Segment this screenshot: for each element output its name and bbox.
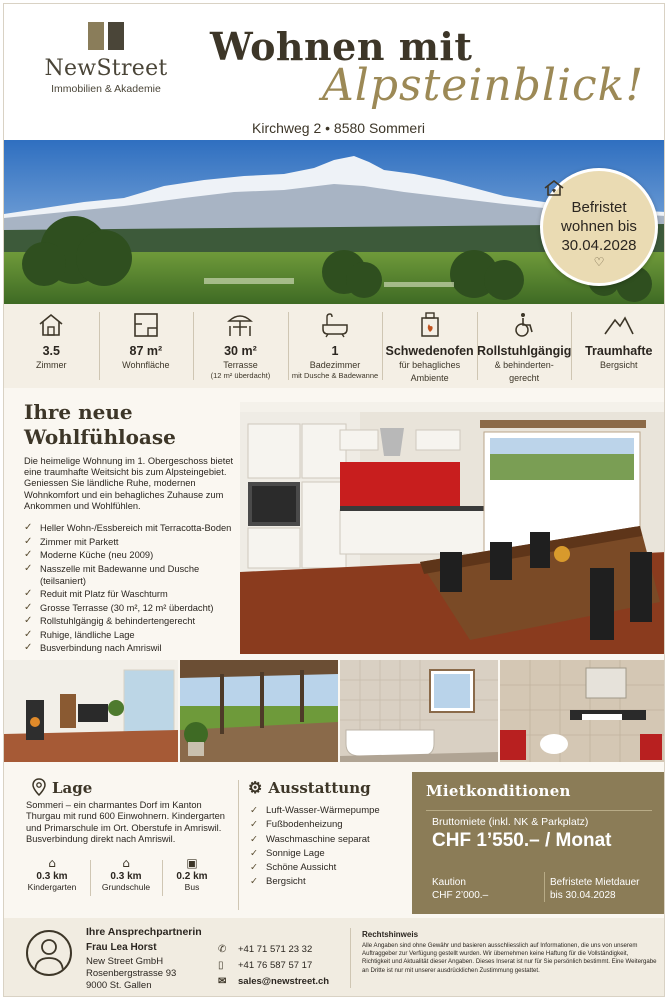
list-item: [24, 615, 244, 627]
distance-value: 0.3 km: [36, 871, 68, 882]
school-icon: ⌂: [122, 856, 130, 870]
feature-label: & behinderten-: [494, 360, 554, 370]
feature-sub: Ambiente: [410, 373, 449, 383]
phone-office[interactable]: [218, 944, 312, 955]
badge-line3: 30.04.2028: [561, 237, 637, 254]
person-icon: [28, 932, 70, 974]
feature-value: 1: [331, 344, 339, 358]
feature-label: Wohnfläche: [122, 360, 170, 370]
list-item-text: Heller Wohn-/Essbereich mit Terracotta-Boden: [40, 523, 232, 533]
check-icon: ✓: [250, 847, 258, 859]
list-item: [250, 804, 380, 818]
lage-description: Sommeri – ein charmantes Dorf im Kanton Thurgau mit rund 600 Einwohnern. Kindergarten und Primarschule im Ort. Oberstufe in Amriswil. Busverbindung direkt nach Amriswil.: [26, 800, 225, 844]
list-item-text: Waschmaschine separat: [266, 833, 370, 845]
property-address: Kirchweg 2 • 8580 Sommeri: [252, 120, 425, 136]
list-item: [250, 833, 380, 847]
list-item: [24, 642, 244, 654]
deposit-value: CHF 2’000.–: [432, 890, 489, 901]
lage-heading: [32, 778, 92, 797]
header: [4, 4, 665, 142]
list-item-text: Luft-Wasser-Wärmepumpe: [266, 805, 380, 816]
hero-mountain-photo: [4, 140, 665, 304]
phone-office-number[interactable]: +41 71 571 23 32: [238, 944, 313, 955]
kitchen-dining-image: [240, 402, 665, 654]
mountain-icon: [571, 312, 665, 340]
lage-title: Lage: [52, 779, 93, 797]
check-icon: ✓: [250, 805, 258, 816]
photo-gallery: [4, 656, 665, 764]
feature-terrace: [193, 304, 288, 388]
list-item-text: Moderne Küche (neu 2009): [40, 550, 154, 560]
list-item: [24, 536, 244, 548]
list-item: [24, 629, 244, 641]
divider: [544, 872, 545, 902]
list-item: [24, 602, 244, 614]
ausstattung-heading: [248, 778, 371, 797]
bus-icon: ▣: [186, 856, 198, 870]
check-icon: ✓: [250, 862, 258, 874]
feature-accessibility: [477, 304, 572, 388]
feature-value: 3.5: [42, 344, 60, 358]
distance-bus: [160, 856, 224, 892]
email-link[interactable]: sales@newstreet.ch: [238, 976, 330, 987]
check-icon: ✓: [250, 819, 258, 831]
logo: [26, 22, 186, 112]
terrace-table-icon: [193, 312, 288, 340]
feature-label: Badezimmer: [309, 360, 361, 370]
highlights-list: [24, 522, 244, 656]
feature-bathroom: [288, 304, 383, 388]
heart-icon: ♡: [593, 255, 605, 269]
list-item-text: Rollstuhlgängig & behindertengerecht: [40, 616, 196, 626]
footer: [4, 918, 665, 997]
rent-label: Bruttomiete (inkl. NK & Parkplatz): [432, 816, 589, 828]
headline-line1: Wohnen mit: [210, 24, 473, 69]
check-icon: ✓: [24, 549, 33, 560]
feature-view: [571, 304, 665, 388]
feature-value: Schwedenofen: [385, 344, 474, 358]
distance-label: Bus: [184, 882, 200, 892]
badge-line2: wohnen bis: [561, 218, 637, 235]
contact-name: Frau Lea Horst: [86, 942, 157, 953]
list-item: [24, 522, 244, 534]
distance-kindergarten: [20, 856, 84, 892]
check-icon: ✓: [24, 628, 33, 640]
feature-strip: [4, 304, 665, 388]
intro-title-line2: Wohlfühloase: [24, 425, 176, 449]
list-item-text: Busverbindung nach Amriswil: [40, 643, 162, 653]
thumb-bathroom: [340, 660, 498, 762]
list-item-text: Schöne Aussicht: [266, 862, 337, 874]
feature-value: Traumhafte: [585, 344, 653, 358]
list-item-text: Fußbodenheizung: [266, 819, 343, 831]
list-item: [250, 875, 380, 889]
intro-title: [24, 400, 176, 450]
list-item: [250, 818, 380, 832]
contact-heading: Ihre Ansprechpartnerin: [86, 926, 202, 938]
list-item: [250, 847, 380, 861]
kitchen-photo: [240, 402, 665, 654]
thumb-wc: [500, 660, 665, 762]
divider: [350, 928, 351, 988]
list-item-text: Reduit mit Platz für Waschturm: [40, 589, 168, 599]
avatar: [26, 930, 72, 976]
feature-value: Rollstuhlgängig: [476, 344, 572, 358]
thumb-terrace: [180, 660, 338, 762]
list-item-text: Nasszelle mit Badewanne und Dusche (teilsaniert): [40, 563, 200, 586]
headline-line2: Alpsteinblick!: [322, 60, 645, 111]
email-icon: ✉: [218, 976, 227, 987]
legal-text: Alle Angaben sind ohne Gewähr und basieren ausschliesslich auf Informationen, die uns von unserem Auftraggeber zur Verfügung gestellt wurden. Wir übernehmen keine Haftung für die Vollständigkeit, Richtigkeit und Aktualität dieser Angaben. Dieses Inserat ist nur für Sie persönlich bestimmt. Eine Weitergabe an Dritte ist nur mit unserer ausdrücklichen Zustimmung gestattet.: [362, 942, 657, 974]
list-item-text: Bergsicht: [266, 876, 306, 888]
check-icon: ✓: [24, 535, 33, 547]
contact-city: 9000 St. Gallen: [86, 980, 152, 991]
duration-label: Befristete Mietdauer: [550, 877, 640, 888]
check-icon: ✓: [250, 833, 258, 845]
deposit-label: Kaution: [432, 877, 466, 888]
intro-title-line1: Ihre neue: [24, 400, 133, 424]
distance-value: 0.3 km: [110, 871, 142, 882]
house-icon: [4, 312, 99, 340]
check-icon: ✓: [24, 642, 33, 653]
rent-conditions-box: [412, 772, 665, 914]
feature-area: [99, 304, 194, 388]
thumb-living-room: [4, 660, 178, 762]
list-item-text: Sonnige Lage: [266, 847, 325, 859]
feature-label: für behagliches: [399, 360, 461, 370]
distance-school: [94, 856, 158, 892]
phone-mobile-number[interactable]: +41 76 587 57 17: [238, 960, 313, 971]
distance-value: 0.2 km: [176, 871, 208, 882]
feature-sub: gerecht: [509, 373, 540, 383]
floor-plan-icon: [99, 312, 194, 340]
divider: [238, 780, 239, 910]
feature-value: 87 m²: [129, 344, 163, 358]
ausstattung-title: Ausstattung: [268, 779, 371, 797]
rent-title: Mietkonditionen: [426, 782, 571, 800]
feature-stove: [382, 304, 477, 388]
rental-term-badge: [540, 168, 658, 286]
feature-value: 30 m²: [224, 344, 257, 358]
list-item-text: Zimmer mit Parkett: [40, 536, 119, 547]
badge-line1: Befristet: [571, 199, 627, 216]
divider: [426, 810, 652, 811]
feature-label: Zimmer: [36, 360, 67, 370]
bathtub-icon: [288, 312, 383, 340]
brand-tagline: Immobilien & Akademie: [51, 83, 161, 95]
feature-sub: mit Dusche & Badewanne: [291, 371, 379, 380]
mobile-phone-icon: ▯: [218, 960, 224, 971]
check-icon: ✓: [24, 601, 33, 613]
equipment-list: [250, 804, 380, 890]
list-item-text: Grosse Terrasse (30 m², 12 m² überdacht): [40, 602, 214, 613]
wheelchair-icon: [477, 312, 572, 340]
feature-label: Terrasse: [223, 360, 258, 370]
feature-rooms: [4, 304, 99, 388]
list-item-text: Ruhige, ländliche Lage: [40, 629, 135, 640]
legal-title: Rechtshinweis: [362, 930, 419, 939]
feature-label: Bergsicht: [599, 360, 638, 370]
check-icon: ✓: [24, 615, 33, 626]
check-icon: ✓: [24, 522, 33, 533]
brand-name: NewStreet: [44, 56, 168, 81]
distance-label: Kindergarten: [27, 882, 77, 892]
list-item: [250, 861, 380, 875]
logo-mark-icon: [84, 22, 128, 50]
check-icon: ✓: [24, 562, 33, 574]
phone-icon: ✆: [218, 944, 227, 955]
gear-icon: ⚙: [248, 778, 263, 797]
distance-label: Grundschule: [101, 882, 151, 892]
school-icon: ⌂: [48, 856, 56, 870]
house-icon: [543, 179, 655, 197]
divider: [90, 860, 91, 896]
location-pin-icon: [32, 778, 46, 796]
contact-street: Rosenbergstrasse 93: [86, 968, 177, 979]
list-item: [24, 588, 244, 600]
feature-sub: (12 m² überdacht): [210, 371, 271, 380]
email-contact[interactable]: [218, 976, 329, 987]
list-item: [24, 563, 244, 587]
rent-price: CHF 1’550.– / Monat: [432, 830, 612, 851]
duration-value: bis 30.04.2028: [550, 890, 616, 901]
phone-mobile[interactable]: [218, 960, 312, 971]
check-icon: ✓: [24, 588, 33, 599]
listing-flyer: [3, 3, 665, 997]
check-icon: ✓: [250, 876, 258, 888]
list-item: [24, 549, 244, 561]
contact-company: New Street GmbH: [86, 956, 164, 967]
intro-description: Die heimelige Wohnung im 1. Obergeschoss bietet eine traumhafte Weitsicht bis zum Alpsteingebiet. Geniessen Sie ländliche Ruhe, modernen Wohnkomfort und ein behagliches Zuhause zum Ankommen und Wohlfühlen.: [24, 456, 234, 511]
stove-icon: [382, 312, 477, 340]
